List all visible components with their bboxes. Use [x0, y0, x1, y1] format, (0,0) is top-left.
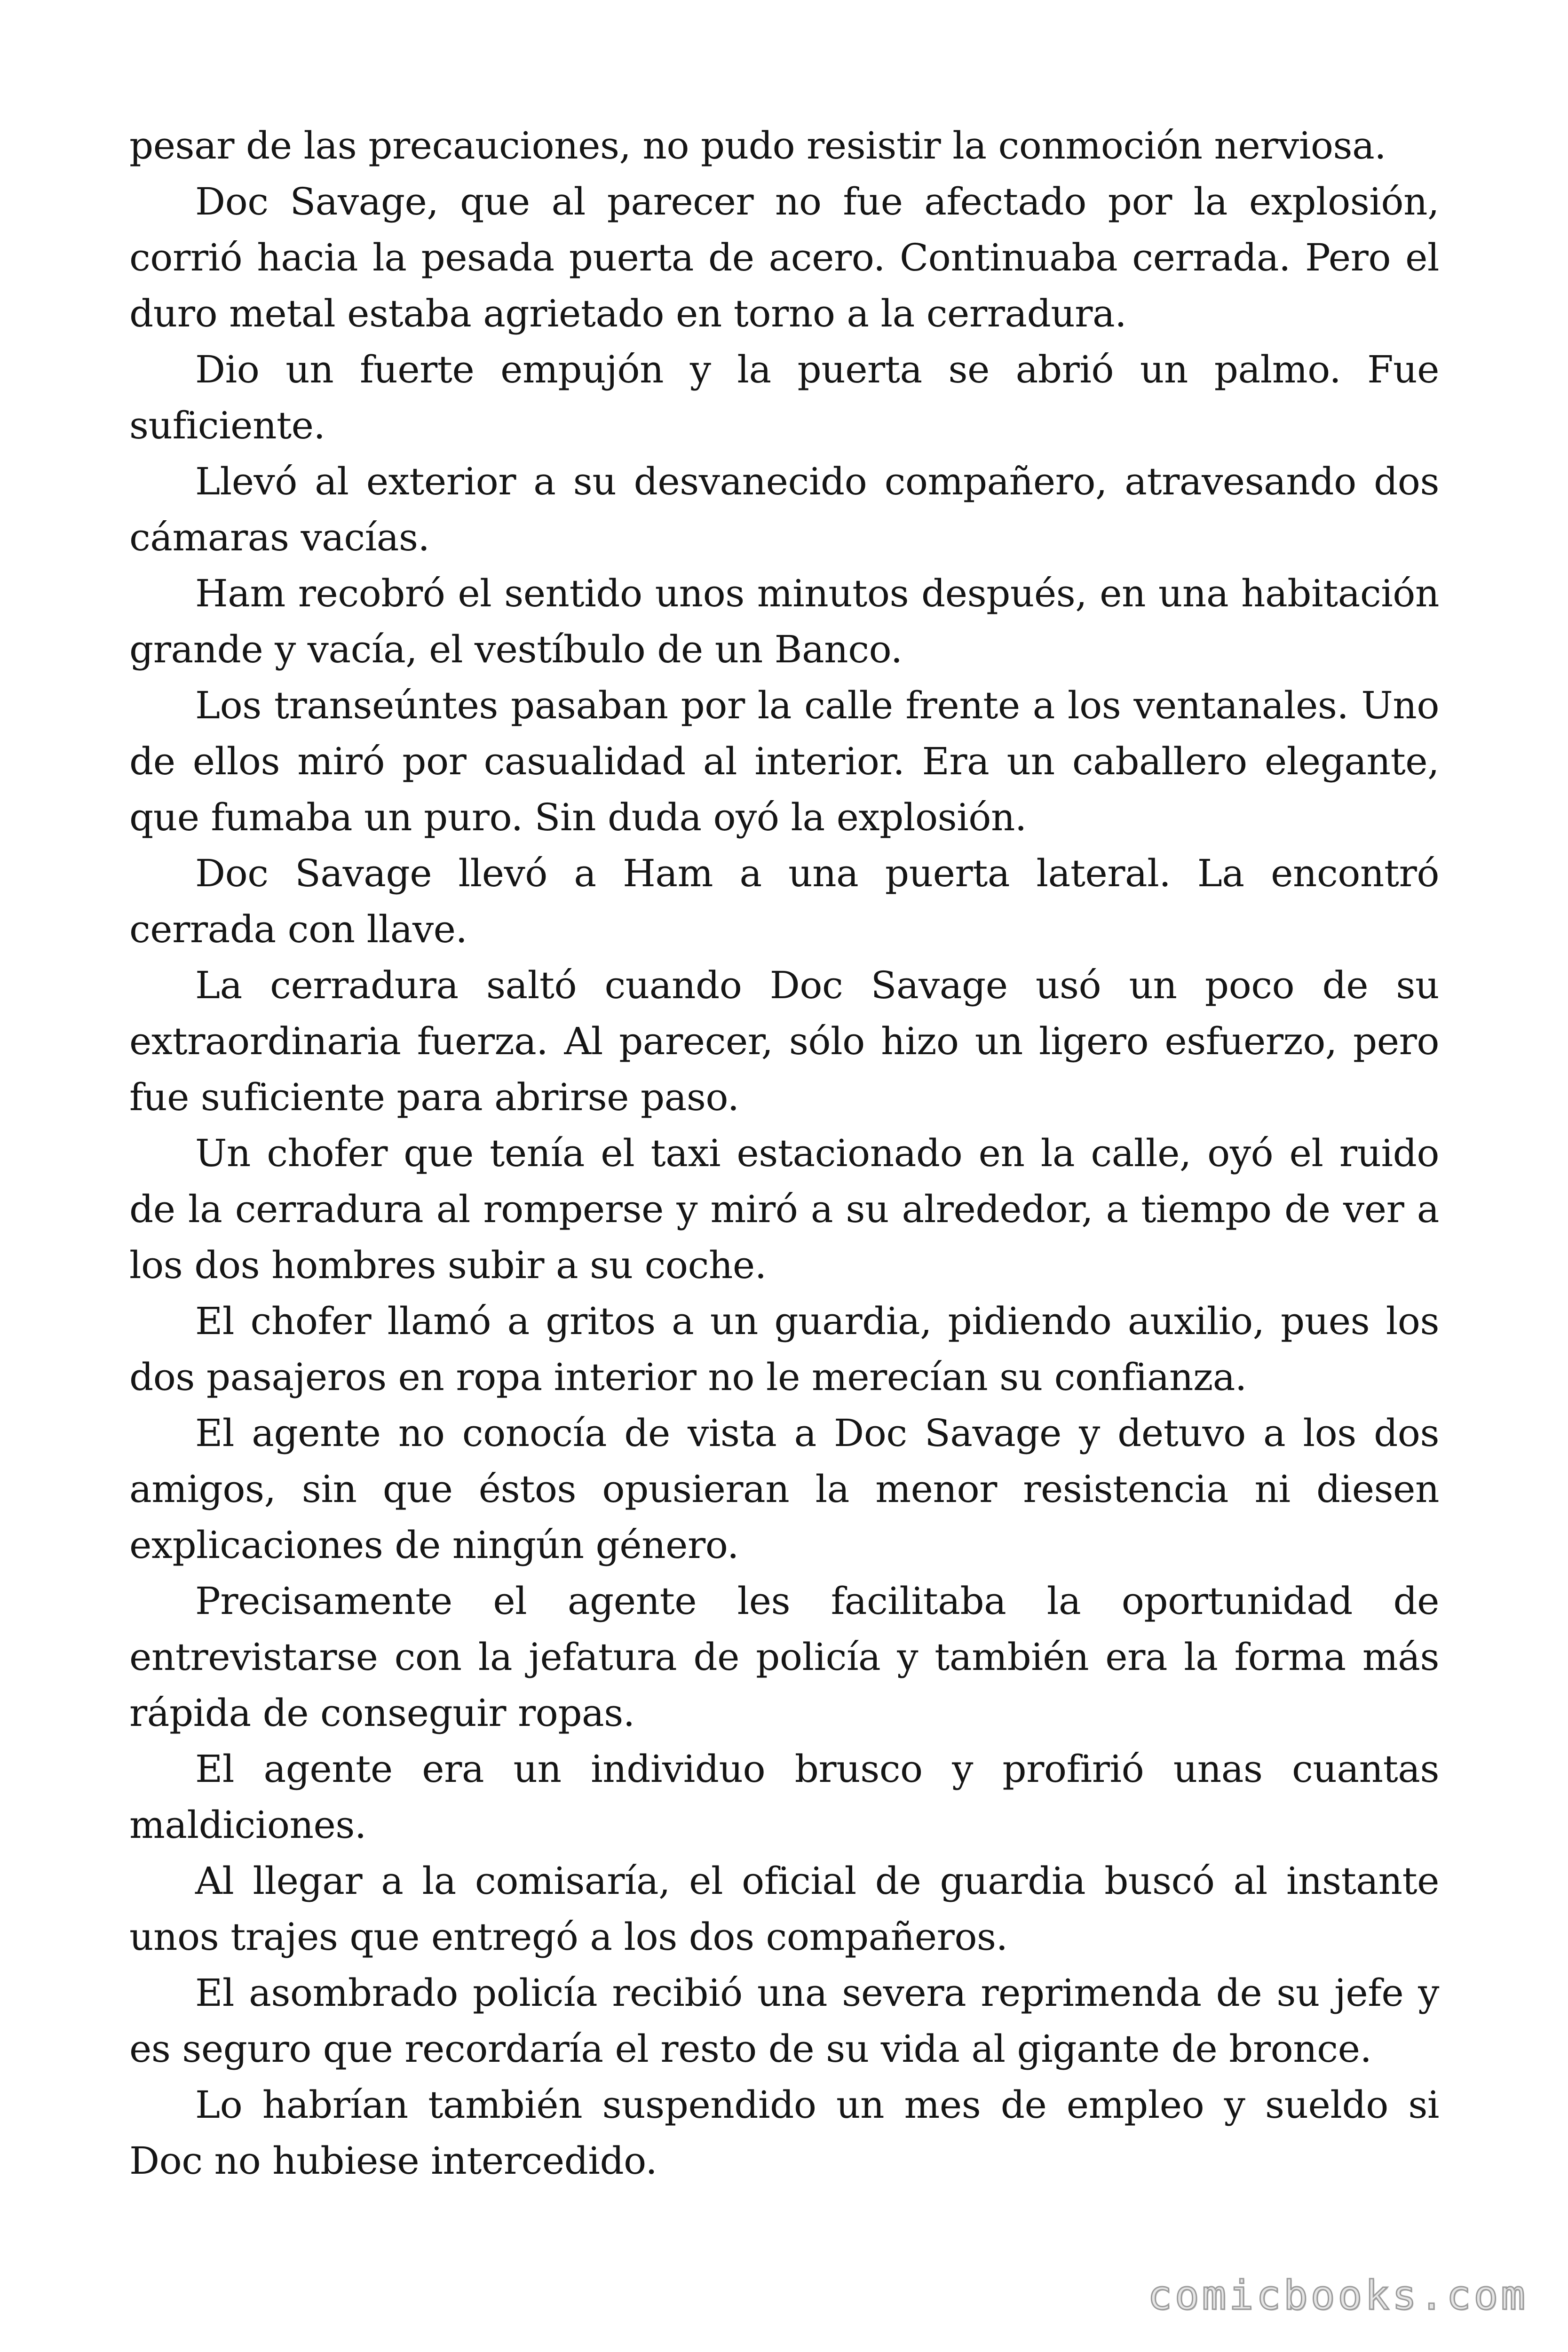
body-text — [129, 118, 1439, 2189]
paragraph: Doc Savage, que al parecer no fue afectado por la explosión, corrió hacia la pesada puerta de acero. Continuaba cerrada. Pero el duro metal estaba agrietado en torno a la cerradura. — [129, 180, 1439, 335]
paragraph: Lo habrían también suspendido un mes de empleo y sueldo si Doc no hubiese intercedido. — [129, 2083, 1439, 2183]
paragraph: El agente era un individuo brusco y profirió unas cuantas maldiciones. — [129, 1747, 1439, 1847]
paragraph: Llevó al exterior a su desvanecido compañero, atravesando dos cámaras vacías. — [129, 460, 1439, 559]
paragraph: Doc Savage llevó a Ham a una puerta lateral. La encontró cerrada con llave. — [129, 851, 1439, 951]
paragraph: El agente no conocía de vista a Doc Savage y detuvo a los dos amigos, sin que éstos opusieran la menor resistencia ni diesen explicaciones de ningún género. — [129, 1411, 1439, 1567]
paragraph: Los transeúntes pasaban por la calle frente a los ventanales. Uno de ellos miró por casualidad al interior. Era un caballero elegante, que fumaba un puro. Sin duda oyó la explosión. — [129, 683, 1439, 839]
paragraph: Precisamente el agente les facilitaba la oportunidad de entrevistarse con la jefatura de policía y también era la forma más rápida de conseguir ropas. — [129, 1579, 1439, 1735]
paragraph: La cerradura saltó cuando Doc Savage usó un poco de su extraordinaria fuerza. Al parecer, sólo hizo un ligero esfuerzo, pero fue suficiente para abrirse paso. — [129, 963, 1439, 1119]
paragraph: El asombrado policía recibió una severa reprimenda de su jefe y es seguro que recordaría el resto de su vida al gigante de bronce. — [129, 1971, 1439, 2071]
paragraph: Ham recobró el sentido unos minutos después, en una habitación grande y vacía, el vestíbulo de un Banco. — [129, 572, 1439, 671]
watermark: comicbooks.com — [1148, 2272, 1528, 2319]
paragraph: Al llegar a la comisaría, el oficial de guardia buscó al instante unos trajes que entregó a los dos compañeros. — [129, 1859, 1439, 1959]
paragraph: pesar de las precauciones, no pudo resistir la conmoción nerviosa. — [129, 124, 1386, 167]
paragraph: El chofer llamó a gritos a un guardia, pidiendo auxilio, pues los dos pasajeros en ropa interior no le merecían su confianza. — [129, 1299, 1439, 1399]
paragraph: Un chofer que tenía el taxi estacionado en la calle, oyó el ruido de la cerradura al romperse y miró a su alrededor, a tiempo de ver a los dos hombres subir a su coche. — [129, 1131, 1439, 1287]
paragraph: Dio un fuerte empujón y la puerta se abrió un palmo. Fue suficiente. — [129, 348, 1439, 447]
